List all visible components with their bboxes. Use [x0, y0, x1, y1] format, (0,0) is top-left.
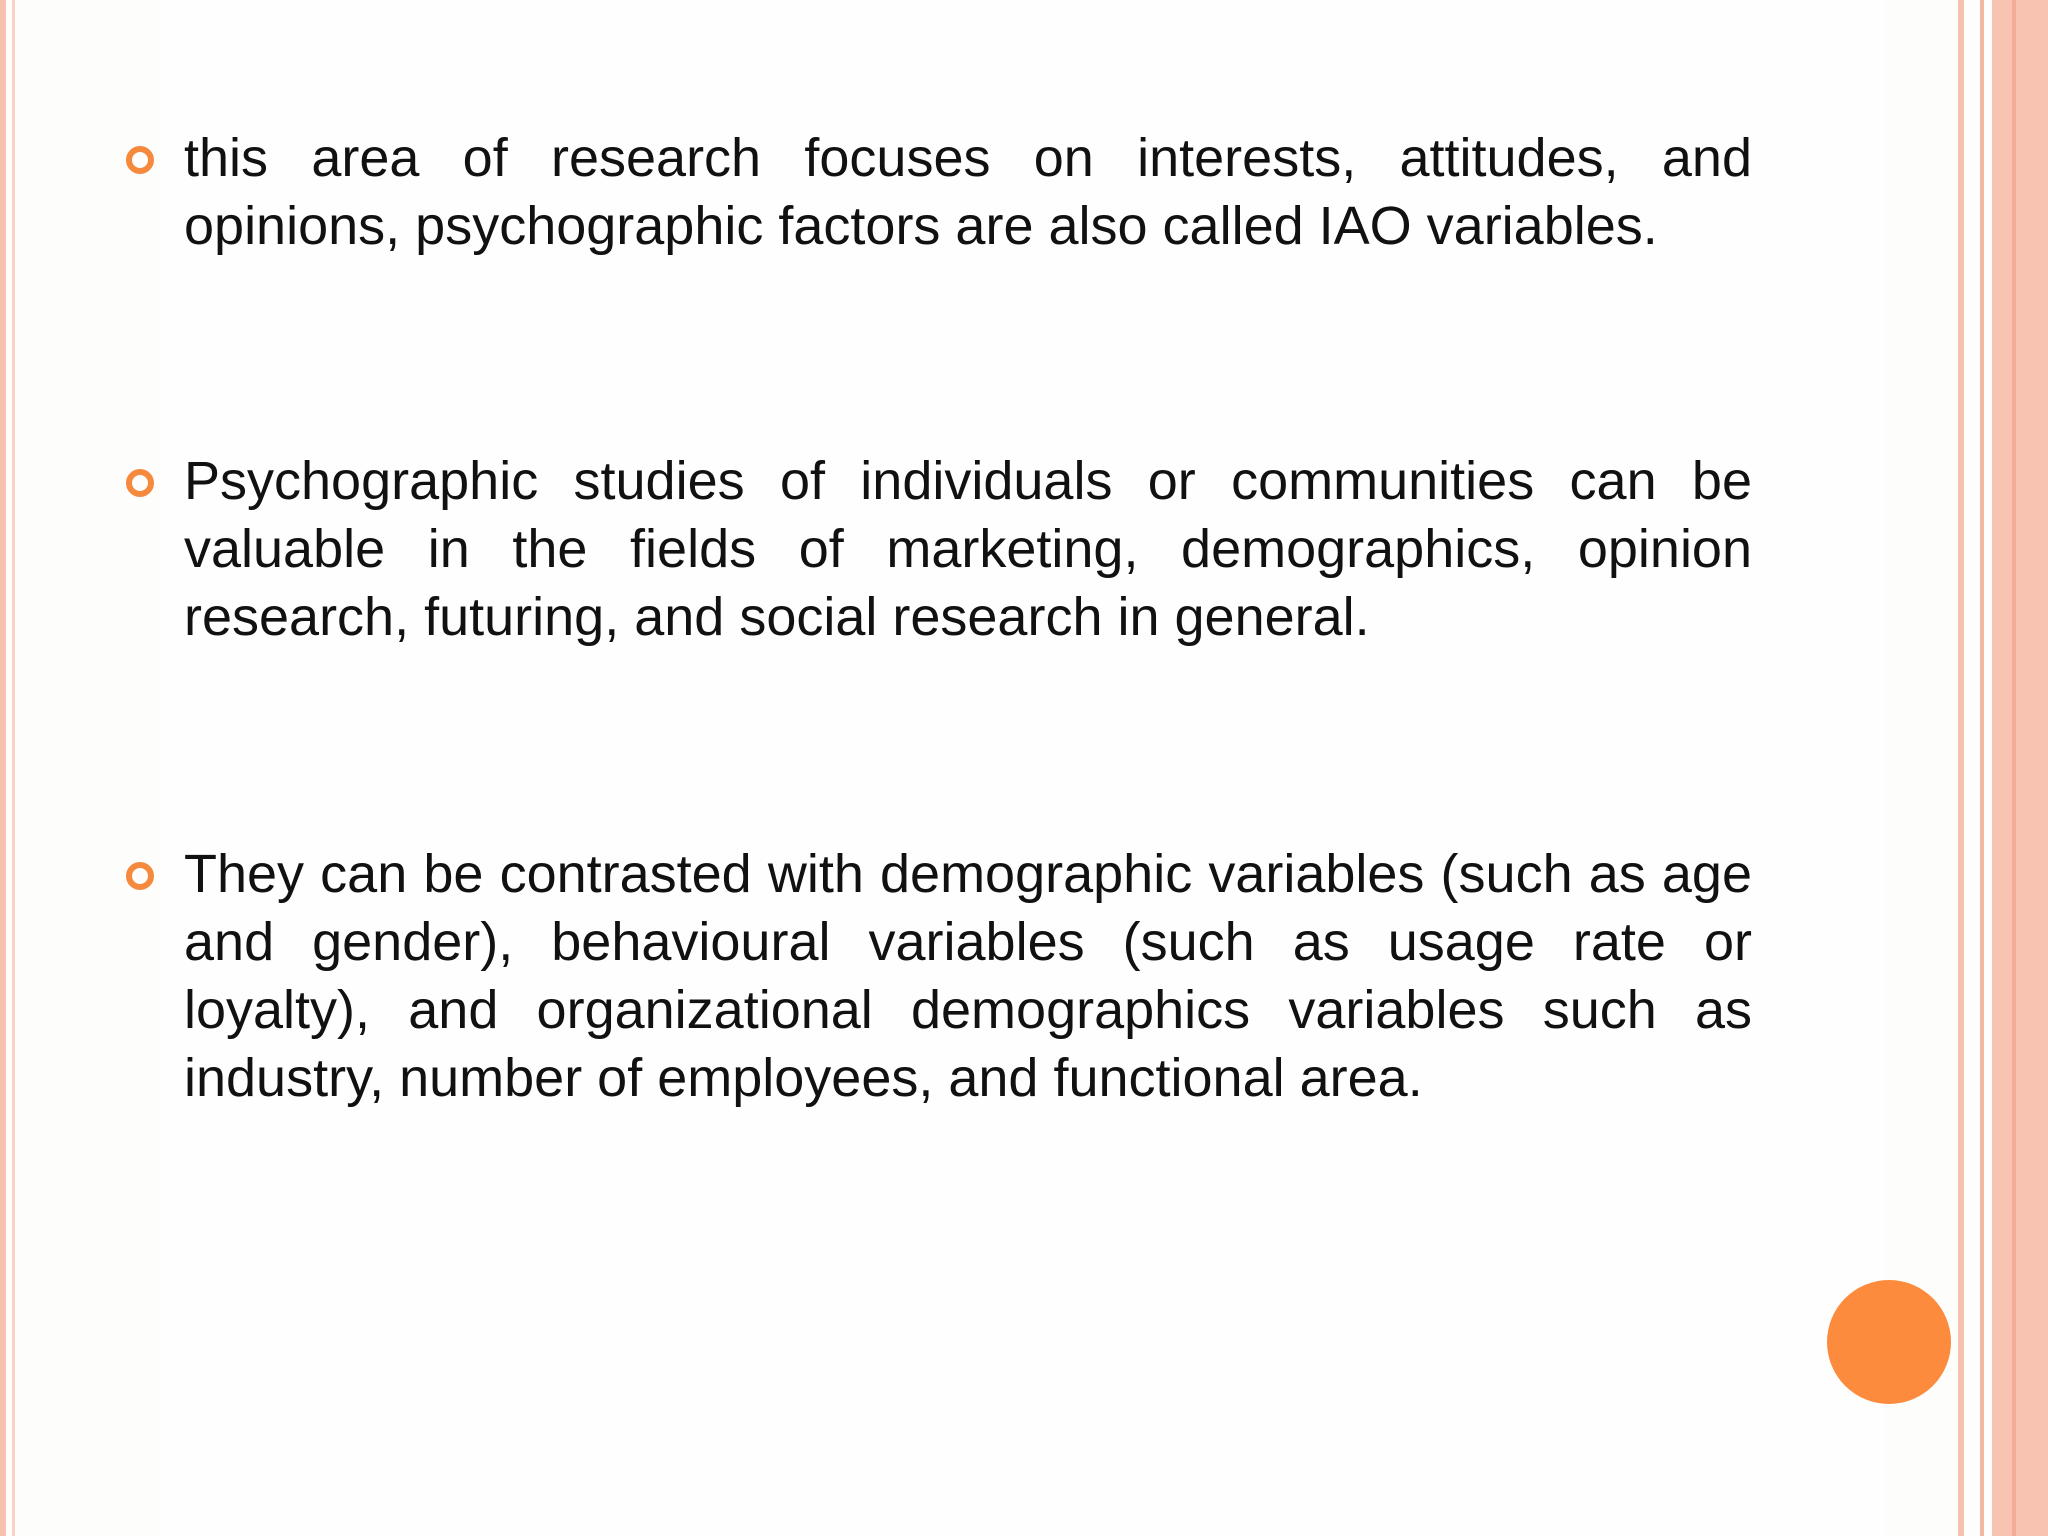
left-border-inner: [12, 0, 15, 1536]
right-border-band: [1992, 0, 2048, 1536]
accent-circle-decoration: [1827, 1280, 1951, 1404]
right-border-stripe: [1980, 0, 1984, 1536]
bullet-text: They can be contrasted with demographic variables (such as age and gender), behavioural variables (such as usage rate or loyalty), and organizational demographics variables such as industry, number of employees, and functional area.: [184, 844, 1752, 1108]
right-border-stripe: [1958, 0, 1964, 1536]
bullet-text: this area of research focuses on interests, attitudes, and opinions, psychographic factors are also called IAO variables.: [184, 128, 1752, 256]
bullet-circle-icon: [126, 146, 154, 174]
right-border-line: [2012, 0, 2016, 1536]
bullet-circle-icon: [126, 862, 154, 890]
left-border-outer: [0, 0, 6, 1536]
bullet-circle-icon: [126, 469, 154, 497]
bullet-text: Psychographic studies of individuals or communities can be valuable in the fields of marketing, demographics, opinion research, futuring, and social research in general.: [184, 451, 1752, 647]
